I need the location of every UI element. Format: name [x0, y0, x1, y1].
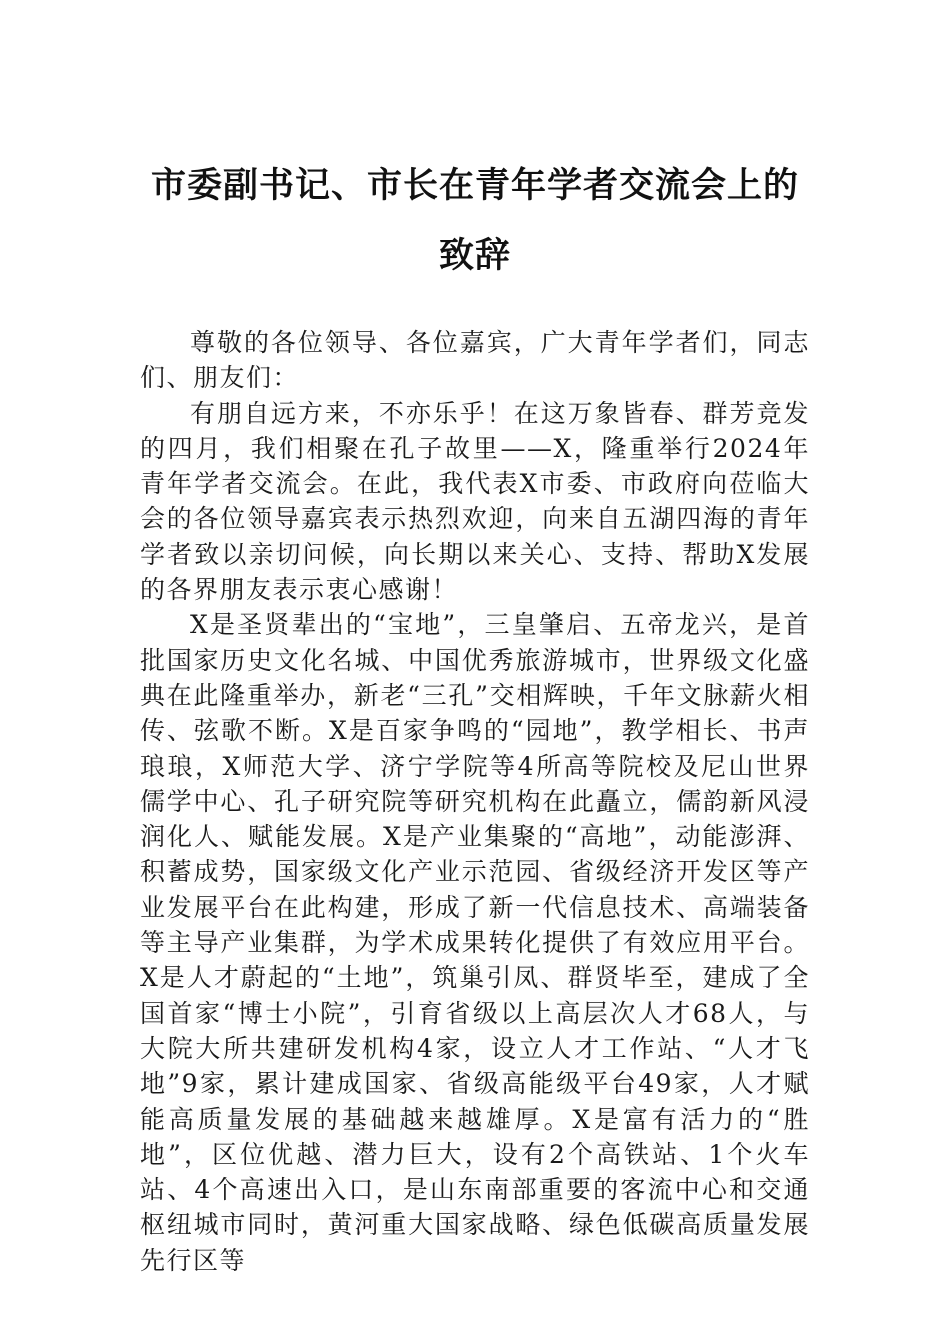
document-title-line-2: 致辞 — [438, 235, 511, 276]
city-introduction-paragraph: X是圣贤辈出的“宝地”，三皇肇启、五帝龙兴，是首批国家历史文化名城、中国优秀旅游城市，世界级文化盛典在此隆重举办，新老“三孔”交相辉映，千年文脉薪火相传、弦歌不断。X是百家争鸣的“园地”，教学相长、书声琅琅，X师范大学、济宁学院等4所高等院校及尼山世界儒学中心、孔子研究院等研究机构在此矗立，儒韵新风浸润化人、赋能发展。X是产业集聚的“高地”，动能澎湃、积蓄成势，国家级文化产业示范园、省级经济开发区等产业发展平台在此构建，形成了新一代信息技术、高端装备等主导产业集群，为学术成果转化提供了有效应用平台。X是人才蔚起的“土地”，筑巢引凤、群贤毕至，建成了全国首家“博士小院”，引育省级以上高层次人才68人，与大院大所共建研发机构4家，设立人才工作站、“人才飞地”9家，累计建成国家、省级高能级平台49家，人才赋能高质量发展的基础越来越雄厚。X是富有活力的“胜地”，区位优越、潜力巨大，设有2个高铁站、1个火车站、4个高速出入口，是山东南部重要的客流中心和交通枢纽城市同时，黄河重大国家战略、绿色低碳高质量发展先行区等 — [140, 610, 810, 1275]
document-title-line-1: 市委副书记、市长在青年学者交流会上的 — [150, 165, 799, 206]
salutation-paragraph: 尊敬的各位领导、各位嘉宾，广大青年学者们，同志们、朋友们： — [140, 328, 810, 393]
welcome-paragraph: 有朋自远方来，不亦乐乎！在这万象皆春、群芳竞发的四月，我们相聚在孔子故里——X，隆重举行2024年青年学者交流会。在此，我代表X市委、市政府向莅临大会的各位领导嘉宾表示热烈欢迎，向来自五湖四海的青年学者致以亲切问候，向长期以来关心、支持、帮助X发展的各界朋友表示衷心感谢！ — [140, 398, 810, 605]
document-body — [140, 325, 810, 1278]
